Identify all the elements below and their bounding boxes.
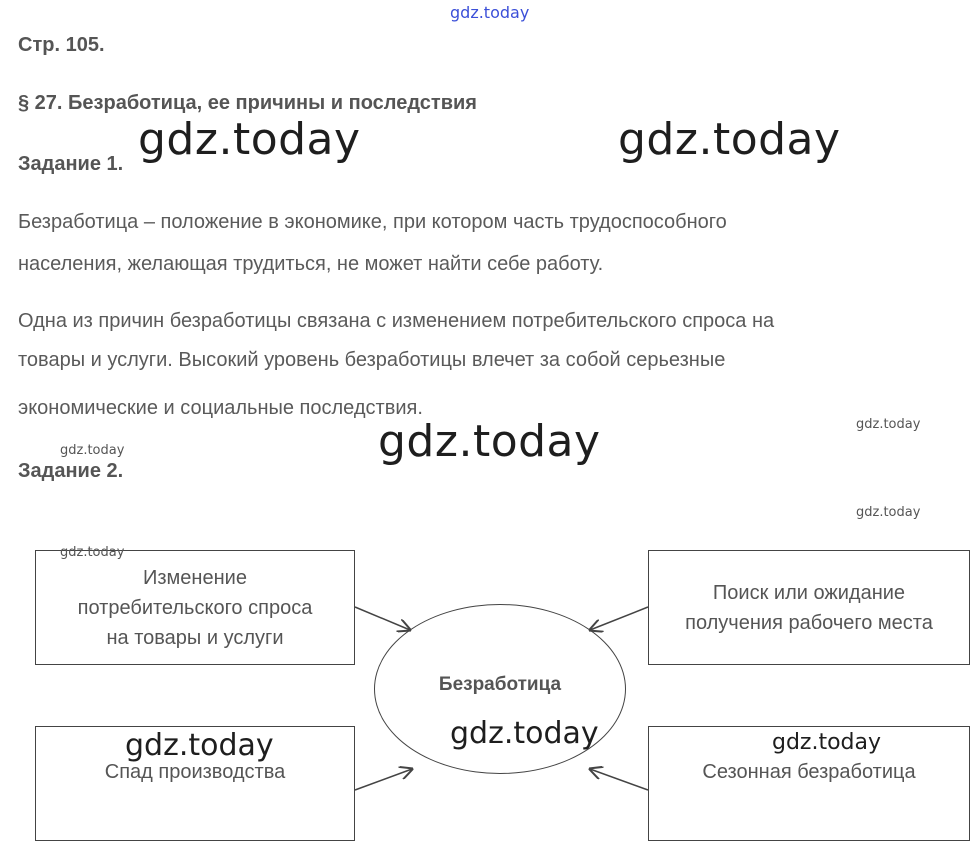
task-1-title: Задание 1. xyxy=(18,153,124,175)
page-reference: Стр. 105. xyxy=(18,34,105,56)
watermark: gdz.today xyxy=(138,114,361,165)
arrow xyxy=(590,769,648,790)
box-line: Поиск или ожидание xyxy=(712,581,906,604)
cause-box-demand-change xyxy=(35,550,355,665)
box-line: на товары и услуги xyxy=(106,626,284,649)
arrow xyxy=(355,607,410,630)
watermark: gdz.today xyxy=(450,716,599,751)
section-title: § 27. Безработица, ее причины и последствия xyxy=(18,92,477,114)
box-line: Изменение xyxy=(143,566,247,589)
box-line: Сезонная безработица xyxy=(702,761,916,783)
paragraph-line: Безработица – положение в экономике, при котором часть трудоспособного xyxy=(18,211,727,233)
watermark: gdz.today xyxy=(60,545,125,560)
watermark: gdz.today xyxy=(618,114,841,165)
paragraph-line: Одна из причин безработицы связана с изменением потребительского спроса на xyxy=(18,310,775,332)
arrow xyxy=(355,769,412,790)
watermark: gdz.today xyxy=(856,417,921,432)
watermark: gdz.today xyxy=(772,730,882,755)
box-line: Спад производства xyxy=(104,761,286,783)
paragraph-line: экономические и социальные последствия. xyxy=(18,397,423,419)
center-label: Безработица xyxy=(438,674,562,695)
watermark: gdz.today xyxy=(450,3,530,22)
task-2-title: Задание 2. xyxy=(18,460,124,482)
watermark: gdz.today xyxy=(125,728,274,763)
arrow xyxy=(590,607,648,630)
cause-box-job-search xyxy=(648,550,970,665)
watermark: gdz.today xyxy=(60,443,125,458)
paragraph-line: населения, желающая трудиться, не может найти себе работу. xyxy=(18,253,604,275)
box-line: получения рабочего места xyxy=(685,611,933,634)
watermark: gdz.today xyxy=(856,505,921,520)
watermark: gdz.today xyxy=(378,416,601,467)
paragraph-line: товары и услуги. Высокий уровень безработицы влечет за собой серьезные xyxy=(18,349,726,371)
box-line: потребительского спроса xyxy=(77,596,313,619)
